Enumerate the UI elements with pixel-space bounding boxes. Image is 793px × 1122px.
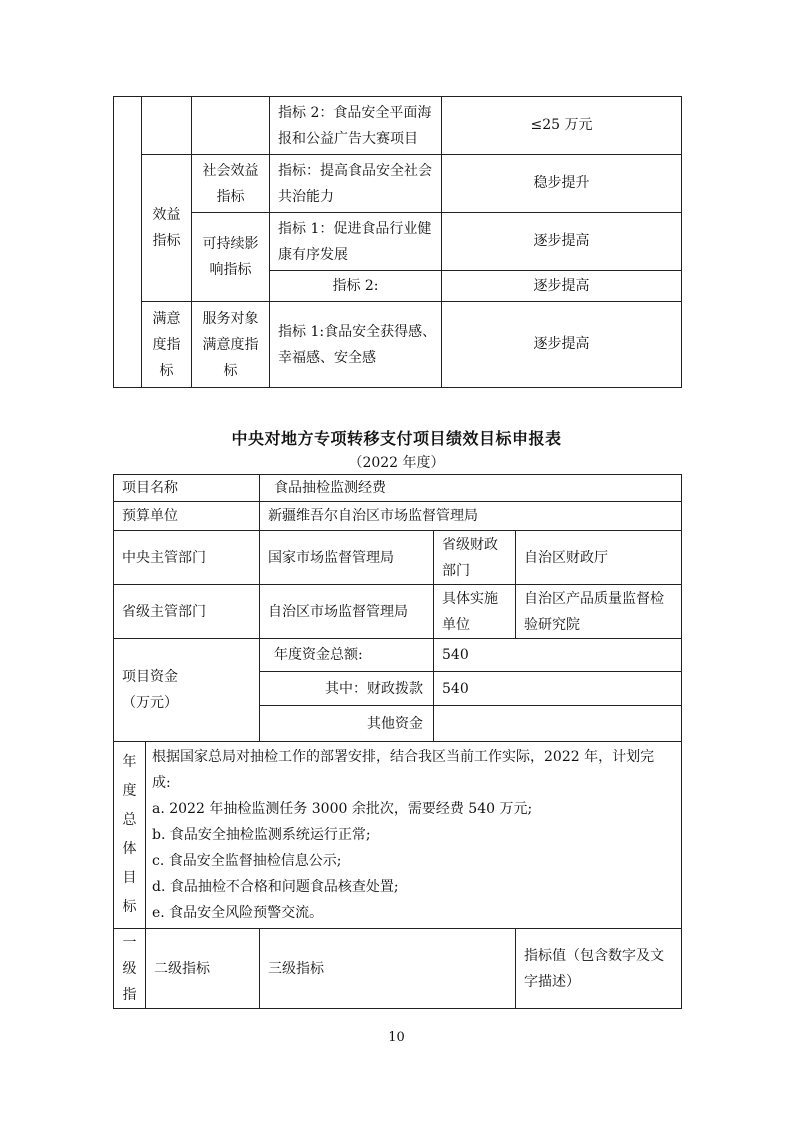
project-name-label: 项目名称	[114, 475, 260, 502]
provincial-dept-value: 自治区市场监督管理局	[260, 585, 434, 639]
overall-goal-label: 年 度 总 体 目 标	[114, 742, 146, 929]
level3-indicator-header: 三级指标	[260, 929, 516, 1009]
indicator-value-header: 指标值（包含数字及文 字描述）	[516, 929, 682, 1009]
satisfaction-label: 满意 度指 标	[142, 302, 192, 388]
provincial-finance-value: 自治区财政厅	[516, 531, 682, 585]
performance-goal-form	[113, 474, 682, 1009]
overall-goal-text: 根据国家总局对抽检工作的部署安排，结合我区当前工作实际，2022 年，计划完 成: a. 2022 年抽检监测任务 3000 余批次，需要经费 540 万元; b. 食品安全抽检监测系统运行正常; c. 食品安全监督抽检信息公示; d. 食品抽检不合格和问题食品核查处置; e. 食品安全风险预警交流。	[146, 742, 682, 929]
fiscal-allocation-label: 其中：财政拨款	[260, 672, 434, 706]
fiscal-allocation-value: 540	[434, 672, 682, 706]
indicator-value: 稳步提升	[442, 155, 682, 213]
provincial-finance-label: 省级财政 部门	[434, 531, 516, 585]
central-dept-label: 中央主管部门	[114, 531, 260, 585]
form-title: 中央对地方专项转移支付项目绩效目标申报表	[231, 429, 562, 448]
implementing-unit-value: 自治区产品质量监督检 验研究院	[516, 585, 682, 639]
other-funds-value	[434, 706, 682, 742]
indicator-value: 逐步提高	[442, 271, 682, 302]
indicator-cell: 指标 2：食品安全平面海 报和公益广告大赛项目	[270, 97, 442, 155]
benefit-indicator-label: 效益 指标	[142, 155, 192, 302]
service-satisfaction-label: 服务对象 满意度指 标	[192, 302, 270, 388]
indicator-cell: 指标：提高食品安全社会 共治能力	[270, 155, 442, 213]
project-funds-label: 项目资金 （万元）	[114, 639, 260, 742]
central-dept-value: 国家市场监督管理局	[260, 531, 434, 585]
sustainability-label: 可持续影 响指标	[192, 213, 270, 302]
blank-cell	[142, 97, 192, 155]
indicator-cell: 指标 1：促进食品行业健 康有序发展	[270, 213, 442, 271]
blank-cell	[114, 97, 142, 388]
level1-indicator-header: 一 级 指	[114, 929, 146, 1009]
budget-unit-value: 新疆维吾尔自治区市场监督管理局	[260, 502, 682, 531]
indicator-value: 逐步提高	[442, 302, 682, 388]
other-funds-label: 其他资金	[260, 706, 434, 742]
social-benefit-label: 社会效益 指标	[192, 155, 270, 213]
indicator-value: 逐步提高	[442, 213, 682, 271]
page-number: 10	[388, 1030, 405, 1045]
blank-cell	[192, 97, 270, 155]
annual-total-label: 年度资金总额:	[260, 639, 434, 672]
indicator-cell: 指标 2:	[270, 271, 442, 302]
provincial-dept-label: 省级主管部门	[114, 585, 260, 639]
form-year: （2022 年度）	[348, 455, 445, 471]
project-name-value: 食品抽检监测经费	[260, 475, 682, 502]
indicator-value: ≤25 万元	[442, 97, 682, 155]
indicator-cell: 指标 1:食品安全获得感、 幸福感、安全感	[270, 302, 442, 388]
budget-unit-label: 预算单位	[114, 502, 260, 531]
annual-total-value: 540	[434, 639, 682, 672]
indicator-table-continued	[113, 96, 682, 388]
level2-indicator-header: 二级指标	[146, 929, 260, 1009]
implementing-unit-label: 具体实施 单位	[434, 585, 516, 639]
